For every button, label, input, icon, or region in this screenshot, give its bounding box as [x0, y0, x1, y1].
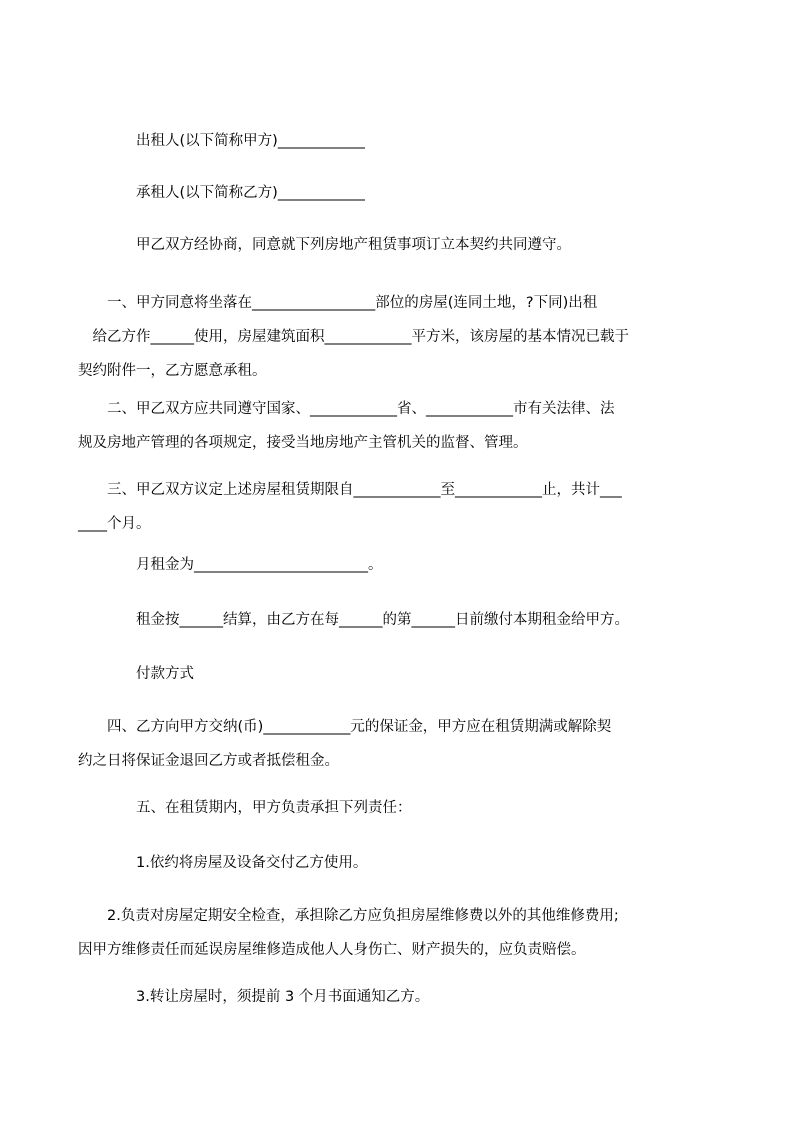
- clause-five-item-1: 1.依约将房屋及设备交付乙方使用。: [136, 855, 368, 871]
- clause-five-item-2: 2.负责对房屋定期安全检查，承担除乙方应负担房屋维修费以外的其他维修费用; 因甲方维修责任而延误房屋维修造成他人人身伤亡、财产损失的，应负责赔偿。: [78, 908, 619, 958]
- clause-five-heading: 五、在租赁期内，甲方负责承担下列责任：: [136, 800, 412, 816]
- agreement-intro: 甲乙双方经协商，同意就下列房地产租赁事项订立本契约共同遵守。: [136, 237, 571, 253]
- clause-four: 四、乙方向甲方交纳(币)____________元的保证金，甲方应在租赁期满或解除契 约之日将保证金退回乙方或者抵偿租金。: [78, 719, 612, 769]
- clause-two: 二、甲乙双方应共同遵守国家、____________省、____________市有关法律、法 规及房地产管理的各项规定，接受当地房地产主管机关的监督、管理。: [78, 401, 615, 451]
- payment-method-heading: 付款方式: [136, 666, 194, 682]
- rent-payment-line: 租金按______结算，由乙方在每______的第______日前缴付本期租金给甲方。: [136, 612, 629, 628]
- monthly-rent-line: 月租金为________________________。: [136, 557, 383, 573]
- clause-one: 一、甲方同意将坐落在_________________部位的房屋(连同土地，?下同)出租 给乙方作______使用，房屋建筑面积____________平方米，该房屋的基本情况已载于 契约附件一，乙方愿意承租。: [78, 295, 629, 379]
- clause-five-item-3: 3.转让房屋时，须提前 3 个月书面通知乙方。: [136, 989, 430, 1005]
- lessee-line: 承租人(以下简称乙方)____________: [136, 185, 365, 201]
- lessor-line: 出租人(以下简称甲方)____________: [136, 133, 365, 149]
- clause-three: 三、甲乙双方议定上述房屋租赁期限自____________至____________止，共计___ ____个月。: [78, 482, 622, 532]
